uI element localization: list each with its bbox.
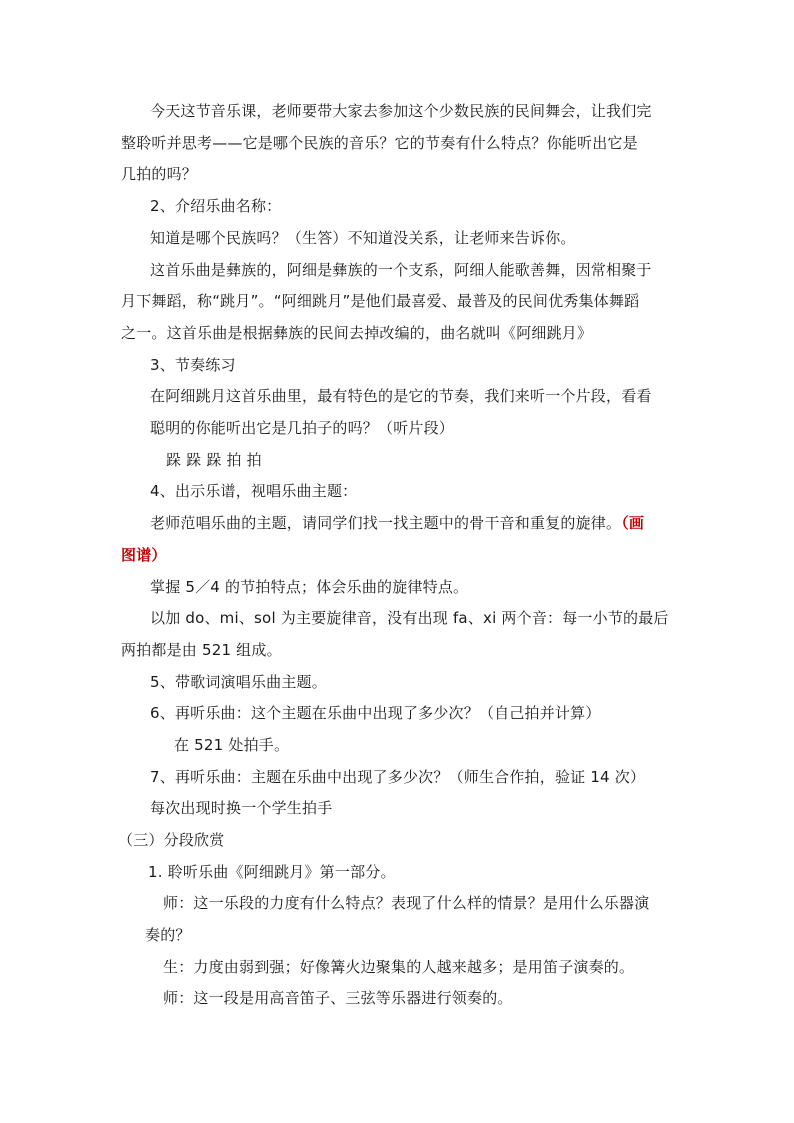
section-2-para-1: 知道是哪个民族吗？（生答）不知道没关系，让老师来告诉你。 [150,229,576,247]
section-5-heading: 5、带歌词演唱乐曲主题。 [150,673,327,691]
section-6-heading: 6、再听乐曲：这个主题在乐曲中出现了多少次？（自己拍并计算） [150,704,601,722]
intro-line-1: 今天这节音乐课，老师要带大家去参加这个少数民族的民间舞会，让我们完 [150,102,652,120]
part-3-item-1: 1. 聆听乐曲《阿细跳月》第一部分。 [148,863,396,881]
section-2-heading: 2、介绍乐曲名称： [150,197,282,215]
teacher-question-line-1: 师：这一乐段的力度有什么特点？表现了什么样的情景？是用什么乐器演 [163,894,650,912]
section-6-para: 在 521 处拍手。 [174,736,290,754]
section-2-para-2-line-2: 月下舞蹈，称“跳月”。“阿细跳月”是他们最喜爱、最普及的民间优秀集体舞蹈 [121,292,640,310]
section-4-para-3-line-1: 以加 do、mi、sol 为主要旋律音，没有出现 fa、xi 两个音：每一小节的最后 [150,609,669,627]
rhythm-pattern: 跺 跺 跺 拍 拍 [166,451,262,469]
section-7-heading: 7、再听乐曲：主题在乐曲中出现了多少次？（师生合作拍，验证 14 次） [150,768,646,786]
section-3-heading: 3、节奏练习 [150,356,236,374]
intro-line-3: 几拍的吗？ [121,165,198,183]
section-3-para-line-2: 聪明的你能听出它是几拍子的吗？（听片段） [150,419,455,437]
section-2-para-2-line-3: 之一。这首乐曲是根据彝族的民间去掉改编的，曲名就叫《阿细跳月》 [121,324,593,342]
section-4-para-1-line-1 [150,513,644,533]
section-2-para-2-line-1: 这首乐曲是彝族的，阿细是彝族的一个支系，阿细人能歌善舞，因常相聚于 [150,261,652,279]
student-answer: 生：力度由弱到强；好像篝火边聚集的人越来越多；是用笛子演奏的。 [163,958,635,976]
section-3-para-line-1: 在阿细跳月这首乐曲里，最有特色的是它的节奏，我们来听一个片段，看看 [150,387,652,405]
section-4-heading: 4、出示乐谱，视唱乐曲主题： [150,482,358,500]
section-4-para-1-text: 老师范唱乐曲的主题，请同学们找一找主题中的骨干音和重复的旋律。 [150,514,622,532]
draw-score-note-start: （画 [621,514,645,532]
teacher-statement: 师：这一段是用高音笛子、三弦等乐器进行领奏的。 [163,989,513,1007]
section-4-para-2: 掌握 5／4 的节拍特点；体会乐曲的旋律特点。 [150,578,469,596]
part-3-heading: （三）分段欣赏 [118,831,225,849]
intro-line-2: 整聆听并思考——它是哪个民族的音乐？它的节奏有什么特点？你能听出它是 [121,134,638,152]
section-7-para: 每次出现时换一个学生拍手 [150,799,333,817]
teacher-question-line-2: 奏的？ [145,926,191,944]
draw-score-note-end: 图谱） [121,546,167,564]
section-4-para-3-line-2: 两拍都是由 521 组成。 [121,641,282,659]
